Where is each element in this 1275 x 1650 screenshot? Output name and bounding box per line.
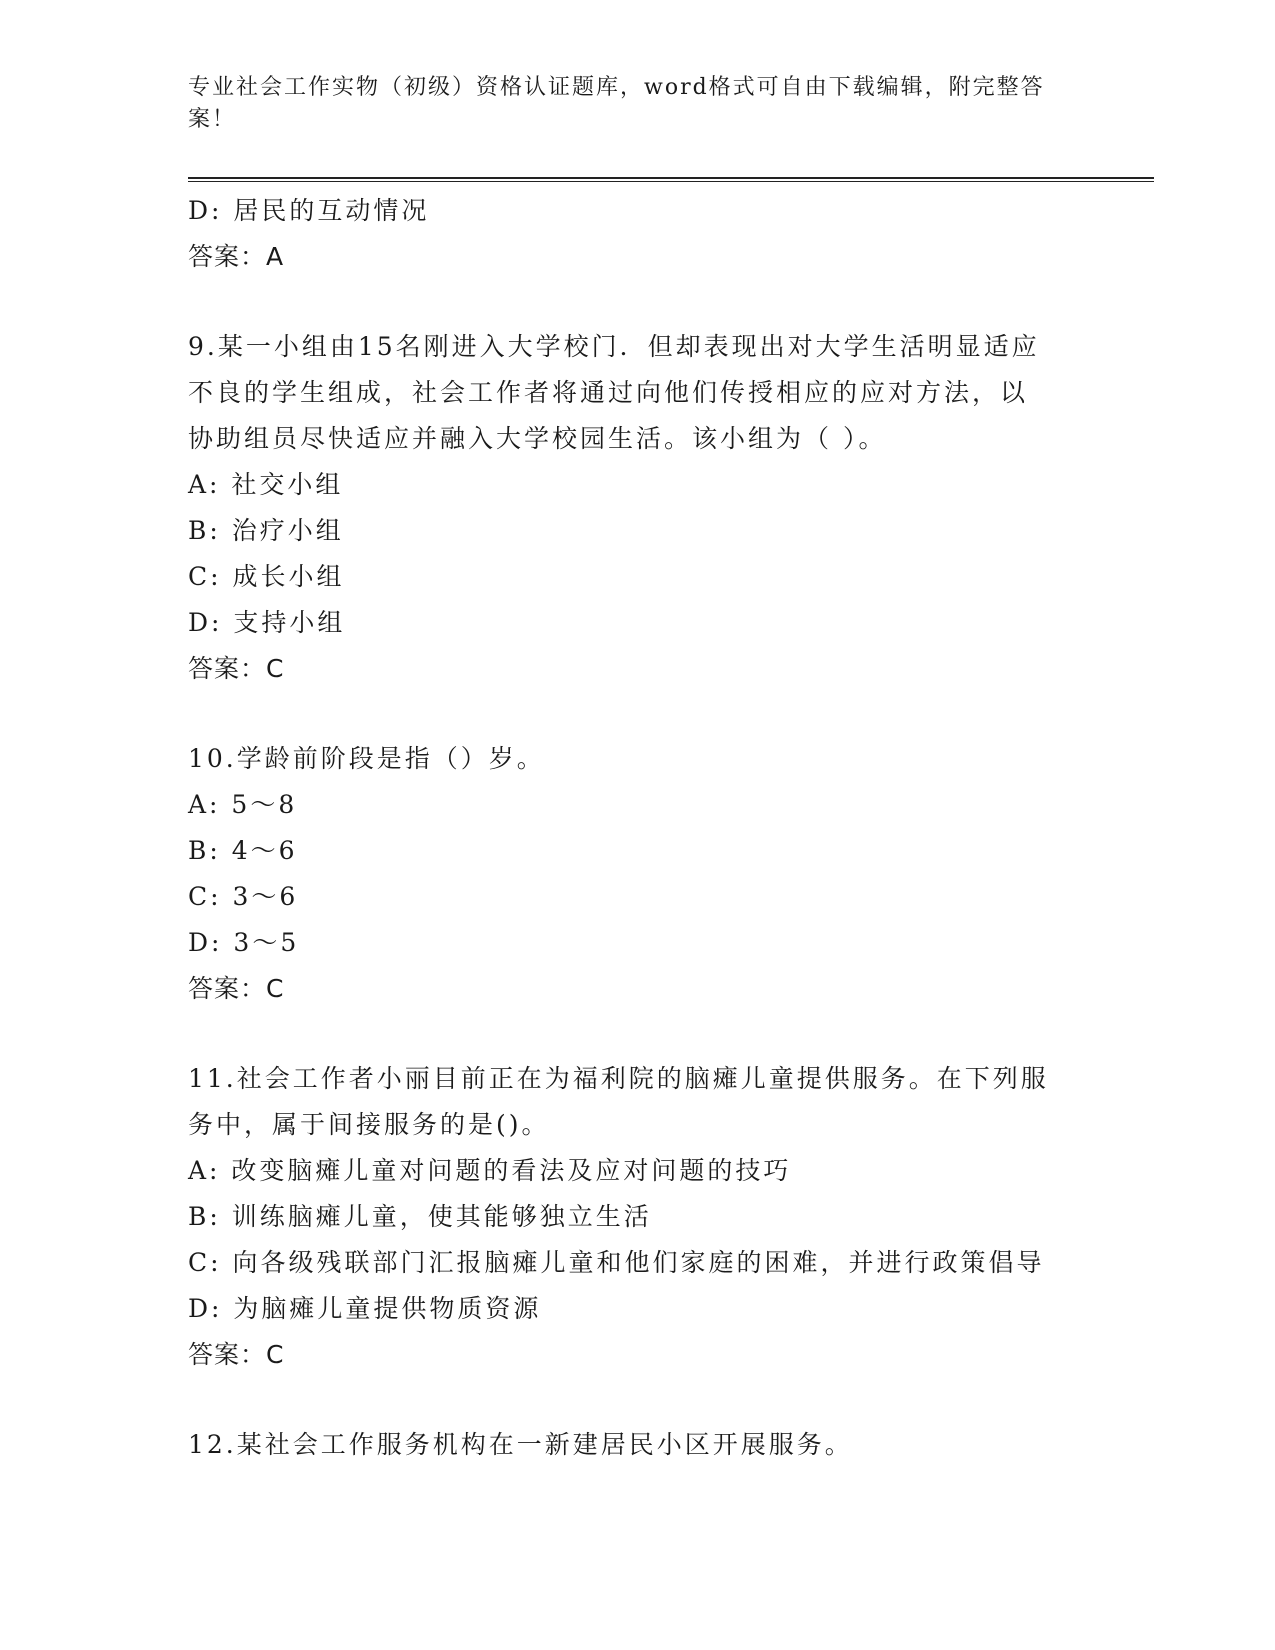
option-d: D: 为脑瘫儿童提供物质资源 [188,1294,542,1323]
header-title-line-2: 案！ [188,107,237,132]
question-content [188,188,1088,1468]
header-divider [188,177,1154,182]
option-b: B: 治疗小组 [188,516,344,545]
question-text-line-1: 11.社会工作者小丽目前正在为福利院的脑瘫儿童提供服务。在下列服 [188,1064,1049,1093]
question-8-tail [188,188,1088,280]
question-11 [188,1056,1088,1378]
option-d: D: 居民的互动情况 [188,196,430,225]
page-header [188,72,1088,136]
option-b: B: 训练脑瘫儿童，使其能够独立生活 [188,1202,652,1231]
answer-label: 答案：C [188,1340,285,1369]
question-9 [188,324,1088,692]
option-a: A: 改变脑瘫儿童对问题的看法及应对问题的技巧 [188,1156,792,1185]
option-b: B: 4～6 [188,836,298,865]
answer-label: 答案：C [188,974,285,1003]
header-title-line-1: 专业社会工作实物（初级）资格认证题库，word格式可自由下载编辑，附完整答 [188,75,1045,100]
option-c: C: 3～6 [188,882,299,911]
option-d: D: 3～5 [188,928,300,957]
question-text-line-2: 务中，属于间接服务的是()。 [188,1110,550,1139]
question-text-line-1: 9.某一小组由15名刚进入大学校门．但却表现出对大学生活明显适应 [188,332,1040,361]
question-10 [188,736,1088,1012]
question-text-line-2: 不良的学生组成，社会工作者将通过向他们传授相应的应对方法，以 [188,378,1029,407]
option-c: C: 成长小组 [188,562,345,591]
option-a: A: 社交小组 [188,470,344,499]
option-a: A: 5～8 [188,790,298,819]
option-d: D: 支持小组 [188,608,346,637]
question-12 [188,1422,1088,1468]
option-c: C: 向各级残联部门汇报脑瘫儿童和他们家庭的困难，并进行政策倡导 [188,1248,1045,1277]
question-text-line-3: 协助组员尽快适应并融入大学校园生活。该小组为（ ）。 [188,424,887,453]
question-text-line-1: 12.某社会工作服务机构在一新建居民小区开展服务。 [188,1430,853,1459]
question-text-line-1: 10.学龄前阶段是指（）岁。 [188,744,545,773]
answer-label: 答案：C [188,654,285,683]
answer-label: 答案：A [188,242,285,271]
